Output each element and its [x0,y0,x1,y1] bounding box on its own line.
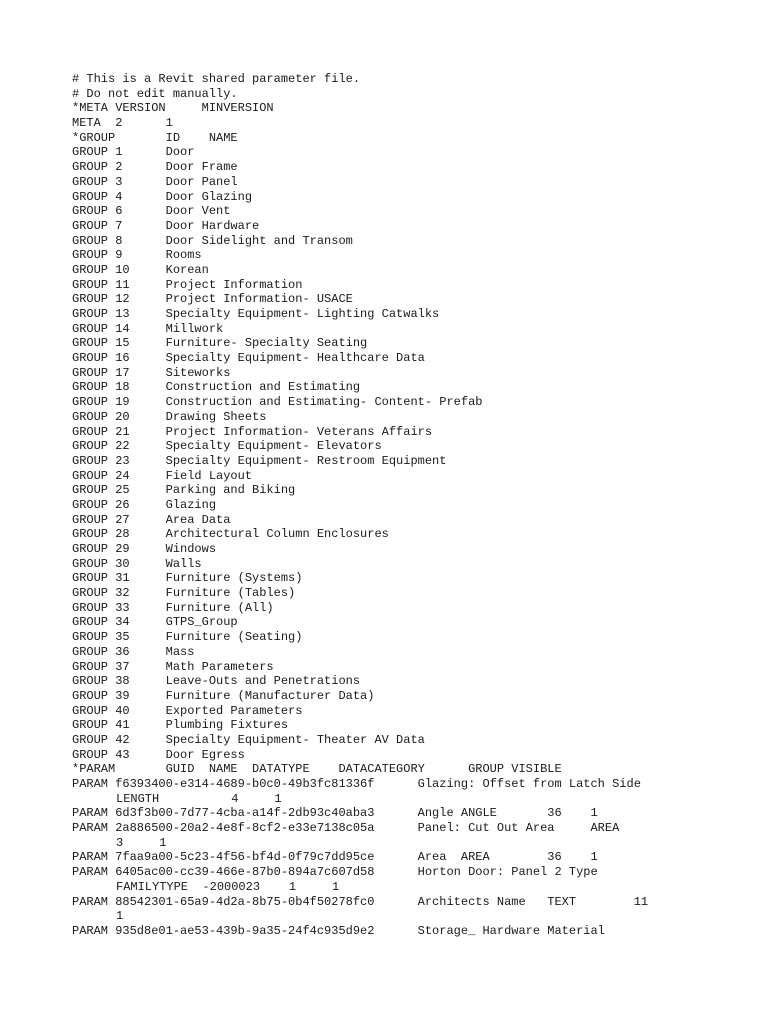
group-row: GROUP 13 Specialty Equipment- Lighting Catwalks [72,307,440,321]
group-row: GROUP 40 Exported Parameters [72,703,303,718]
group-row: GROUP 9 Rooms [72,248,202,263]
meta-row: META 2 1 [72,116,173,131]
group-row: GROUP 21 Project Information- Veterans Affairs [72,424,433,439]
group-row: GROUP 20 Drawing Sheets [72,409,267,424]
group-row: GROUP 35 Furniture (Seating) [72,630,303,645]
group-row: GROUP 8 Door Sidelight and Transom [72,233,353,248]
group-row: GROUP 14 Millwork [72,321,224,336]
group-row: GROUP 10 Korean [72,262,209,277]
param-row: PARAM 88542301-65a9-4d2a-8b75-0b4f50278fc0 Architects Name TEXT 11 [72,894,649,909]
comment-line: # Do not edit manually. [72,86,238,101]
param-row: PARAM 6d3f3b00-7d77-4cba-a14f-2db93c40aba3 Angle ANGLE 36 1 [72,806,598,821]
shared-parameter-file-text [72,72,692,939]
group-row: GROUP 33 Furniture (All) [72,600,274,615]
group-row: GROUP 16 Specialty Equipment- Healthcare Data [72,351,425,366]
group-row: GROUP 19 Construction and Estimating- Content- Prefab [72,395,483,410]
param-header: *PARAM GUID NAME DATATYPE DATACATEGORY GROUP VISIBLE [72,762,562,777]
param-row: PARAM f6393400-e314-4689-b0c0-49b3fc81336f Glazing: Offset from Latch Side [72,777,641,791]
group-row: GROUP 34 GTPS_Group [72,615,238,630]
group-row: GROUP 42 Specialty Equipment- Theater AV Data [72,732,425,747]
group-header: *GROUP ID NAME [72,130,238,145]
param-row-continuation: 1 [116,909,124,924]
group-list [72,145,692,762]
comment-line: # This is a Revit shared parameter file. [72,72,361,86]
group-row: GROUP 36 Mass [72,644,195,659]
group-row: GROUP 31 Furniture (Systems) [72,571,303,586]
group-row: GROUP 22 Specialty Equipment- Elevators [72,439,382,454]
group-row: GROUP 27 Area Data [72,512,231,527]
group-row: GROUP 41 Plumbing Fixtures [72,718,289,733]
group-row: GROUP 11 Project Information [72,277,303,292]
group-row: GROUP 12 Project Information- USACE [72,292,353,307]
meta-header: *META VERSION MINVERSION [72,101,274,116]
group-row: GROUP 37 Math Parameters [72,659,274,674]
group-row: GROUP 32 Furniture (Tables) [72,586,296,601]
group-row: GROUP 4 Door Glazing [72,189,253,204]
param-row: PARAM 935d8e01-ae53-439b-9a35-24f4c935d9e2 Storage_ Hardware Material [72,923,605,938]
param-row-continuation: 3 1 [116,835,167,850]
group-row: GROUP 6 Door Vent [72,204,231,219]
group-row: GROUP 43 Door Egress [72,747,245,762]
group-row: GROUP 17 Siteworks [72,365,231,380]
param-row-continuation: FAMILYTYPE -2000023 1 1 [116,879,340,894]
group-row: GROUP 18 Construction and Estimating [72,380,361,395]
group-row: GROUP 23 Specialty Equipment- Restroom Equipment [72,453,447,468]
group-row: GROUP 24 Field Layout [72,468,253,483]
group-row: GROUP 7 Door Hardware [72,218,260,233]
group-row: GROUP 3 Door Panel [72,174,238,189]
param-row: PARAM 7faa9a00-5c23-4f56-bf4d-0f79c7dd95ce Area AREA 36 1 [72,850,598,865]
param-row: PARAM 6405ac00-cc39-466e-87b0-894a7c607d58 Horton Door: Panel 2 Type [72,865,598,880]
group-row: GROUP 38 Leave-Outs and Penetrations [72,674,361,689]
param-row: PARAM 2a886500-20a2-4e8f-8cf2-e33e7138c05a Panel: Cut Out Area AREA [72,821,620,836]
group-row: GROUP 15 Furniture- Specialty Seating [72,336,368,351]
group-row: GROUP 2 Door Frame [72,160,238,175]
group-row: GROUP 26 Glazing [72,497,217,512]
param-row-continuation: LENGTH 4 1 [116,791,282,806]
group-row: GROUP 30 Walls [72,556,202,571]
group-row: GROUP 25 Parking and Biking [72,483,296,498]
group-row: GROUP 1 Door [72,145,195,160]
param-list [72,777,692,939]
group-row: GROUP 39 Furniture (Manufacturer Data) [72,688,375,703]
group-row: GROUP 29 Windows [72,542,217,556]
group-row: GROUP 28 Architectural Column Enclosures [72,527,389,542]
